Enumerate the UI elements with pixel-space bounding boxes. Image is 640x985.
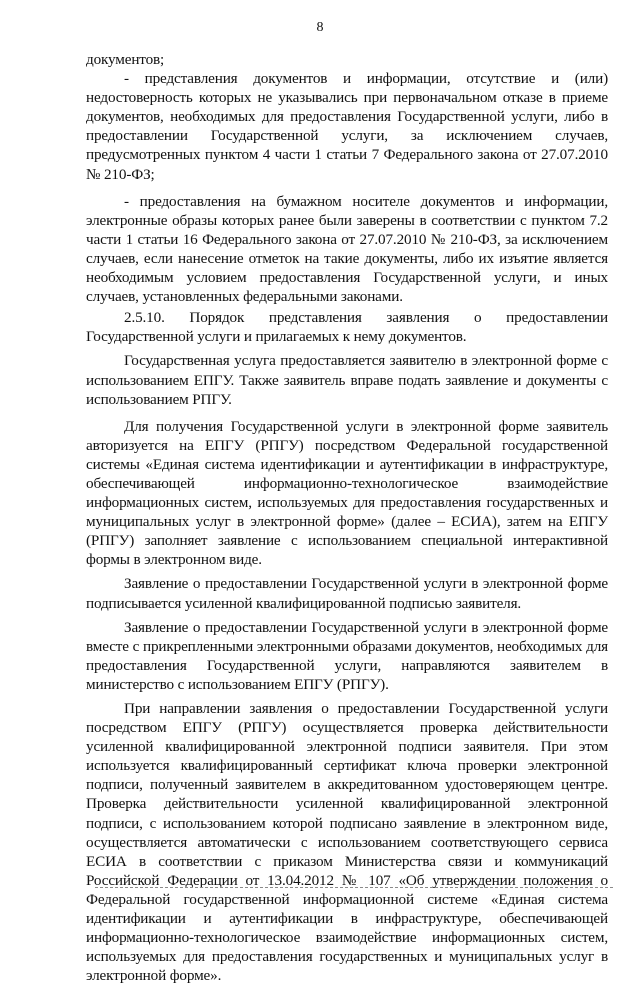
page-number: 8: [316, 20, 324, 35]
paragraph-list-item-2: - предоставления на бумажном носителе документов и информации, электронные образы которых ранее были заверены в соответствии с пунктом 7.2 части 1 статьи 16 Федерального закона от 27.07.2010 № 210-ФЗ, за исключением случаев, если нанесение отметок на такие документы, либо их изъятие является необходимым условием предоставления Государственной услуги, и иных случаев, установленных федеральными законами.: [86, 192, 608, 306]
paragraph-section-heading: 2.5.10. Порядок представления заявления о предоставлении Государственной услуги и прилагаемых к нему документов.: [86, 309, 608, 346]
paragraph-continuation: документов;: [86, 51, 165, 68]
paragraph-signature: Заявление о предоставлении Государственной услуги в электронной форме подписывается усиленной квалифицированной подписью заявителя.: [86, 575, 608, 612]
paragraph-service-electronic: Государственная услуга предоставляется заявителю в электронной форме с использованием ЕПГУ. Также заявитель вправе подать заявление и документы с использованием РПГУ.: [86, 352, 608, 408]
document-body: [86, 50, 608, 985]
footer-divider: [95, 887, 613, 888]
paragraph-signature-verification: При направлении заявления о предоставлении Государственной услуги посредством ЕПГУ (РПГУ) осуществляется проверка действительности усиленной квалифицированной электронной подписи заявителя. При этом используется квалифицированный сертификат ключа проверки электронной подписи, полученный заявителем в аккредитованном удостоверяющем центре. Проверка действительности усиленной квалифицированной электронной подписи, с использованием которой подписано заявление в электронном виде, осуществляется автоматически с использованием соответствующего сервиса ЕСИА в соответствии с приказом Министерства связи и коммуникаций Российской Федерации от 13.04.2012 № 107 «Об утверждении положения о Федеральной государственной информационной системе «Единая система идентификации и аутентификации в инфраструктуре, обеспечивающей информационно-технологическое взаимодействие информационных систем, используемых для предоставления государственных и муниципальных услуг в электронной форме».: [86, 700, 608, 985]
paragraph-list-item-1: - представления документов и информации, отсутствие и (или) недостоверность которых не указывались при первоначальном отказе в приеме документов, необходимых для предоставления Государственной услуги, либо в предоставлении Государственной услуги, за исключением случаев, предусмотренных пунктом 4 части 1 статьи 7 Федерального закона от 27.07.2010 № 210-ФЗ;: [86, 70, 608, 183]
paragraph-submission: Заявление о предоставлении Государственной услуги в электронной форме вместе с прикрепленными электронными образами документов, необходимых для предоставления Государственной услуги, направляются заявителем в министерство с использованием ЕПГУ (РПГУ).: [86, 618, 608, 693]
paragraph-esia-authorization: Для получения Государственной услуги в электронной форме заявитель авторизуется на ЕПГУ (РПГУ) посредством Федеральной государственной системы «Единая система идентификации и аутентификации в инфраструктуре, обеспечивающей информационно-технологическое взаимодействие информационных систем, используемых для предоставления государственных и муниципальных услуг в электронной форме» (далее – ЕСИА), затем на ЕПГУ (РПГУ) заполняет заявление с использованием специальной интерактивной формы в электронном виде.: [86, 417, 608, 569]
